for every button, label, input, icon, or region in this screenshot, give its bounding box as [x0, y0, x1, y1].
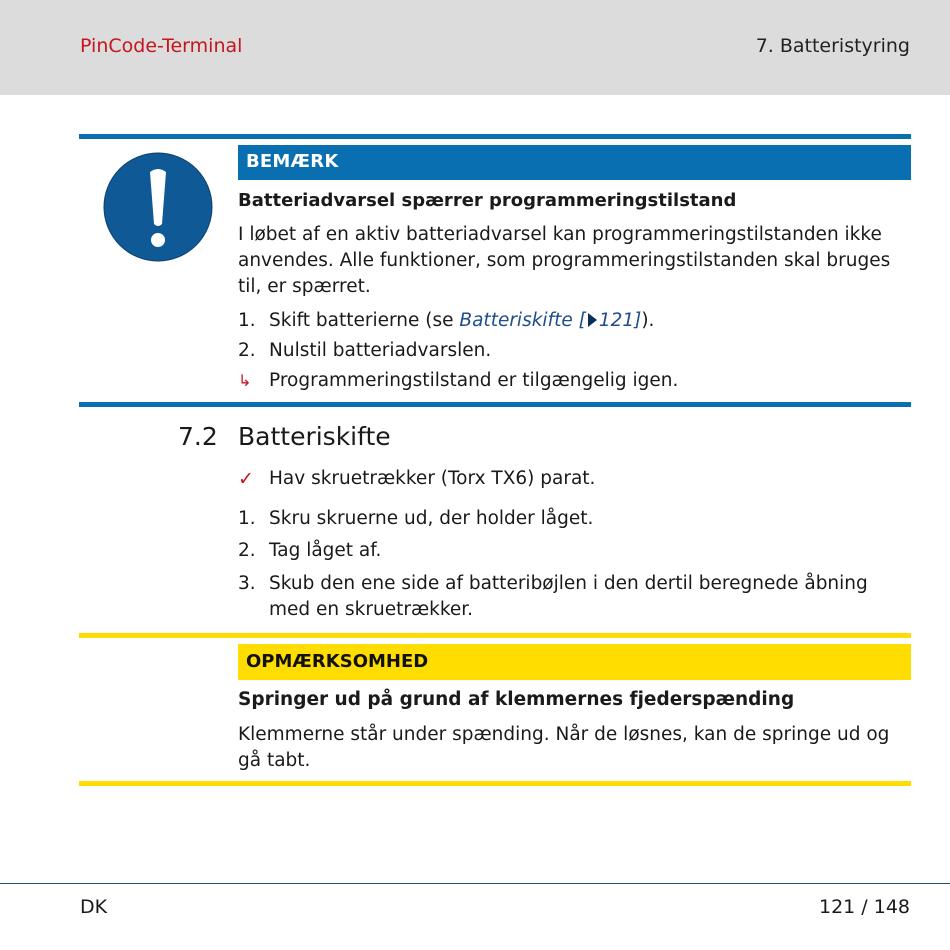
step-text: Nulstil batteriadvarslen.	[269, 340, 492, 361]
warning-title: Springer ud på grund af klemmernes fjederspænding	[238, 689, 795, 710]
step-text: Skru skruerne ud, der holder låget.	[269, 508, 594, 529]
page-arrow-icon	[588, 313, 597, 327]
result-text: Programmeringstilstand er tilgængelig igen.	[269, 370, 679, 391]
warning-body: Klemmerne står under spænding. Når de løsnes, kan de springe ud og gå tabt.	[238, 724, 890, 771]
footer-language: DK	[80, 896, 108, 918]
warning-label: OPMÆRKSOMHED	[246, 651, 429, 672]
notice-label-bar	[238, 145, 911, 180]
notice-top-rule	[79, 134, 911, 139]
step-text	[269, 308, 654, 334]
step-text: Skub den ene side af batteribøjlen i den dertil beregnede åbning med en skruetrækker.	[269, 573, 868, 620]
step-text-post: ).	[641, 310, 655, 331]
step-number: 1.	[238, 508, 256, 529]
step-number: 2.	[238, 540, 256, 561]
chapter-title: 7. Batteristyring	[755, 35, 910, 57]
notice-label: BEMÆRK	[246, 151, 339, 172]
prerequisite-text: Hav skruetrækker (Torx TX6) parat.	[269, 468, 596, 489]
brand-title: PinCode-Terminal	[80, 35, 243, 57]
warning-bottom-rule	[79, 781, 911, 786]
result-arrow-icon: ↳	[238, 371, 252, 390]
step-number: 2.	[238, 340, 256, 361]
link-text: Batteriskifte [	[459, 310, 586, 331]
notice-bottom-rule	[79, 402, 911, 407]
notice-title: Batteriadvarsel spærrer programmeringstilstand	[238, 190, 737, 211]
exclamation-icon	[103, 152, 213, 262]
step-number: 3.	[238, 573, 256, 594]
section-number: 7.2	[178, 422, 218, 451]
notice-body: I løbet af en aktiv batteriadvarsel kan programmeringstilstanden ikke anvendes. Alle funktioner, som programmeringstilstanden skal bruges til, er spærret.	[238, 224, 891, 297]
section-title: Batteriskifte	[238, 422, 391, 451]
step-text: Tag låget af.	[269, 540, 382, 561]
cross-reference-link[interactable]	[459, 310, 641, 331]
page-header	[0, 0, 950, 95]
warning-label-bar	[238, 644, 911, 680]
check-icon: ✓	[238, 468, 254, 490]
page-number: 121 / 148	[818, 896, 910, 918]
footer-rule	[0, 883, 950, 884]
warning-top-rule	[79, 633, 911, 638]
link-page: 121]	[598, 310, 642, 331]
step-text-pre: Skift batterierne (se	[269, 310, 460, 331]
step-number: 1.	[238, 310, 256, 331]
